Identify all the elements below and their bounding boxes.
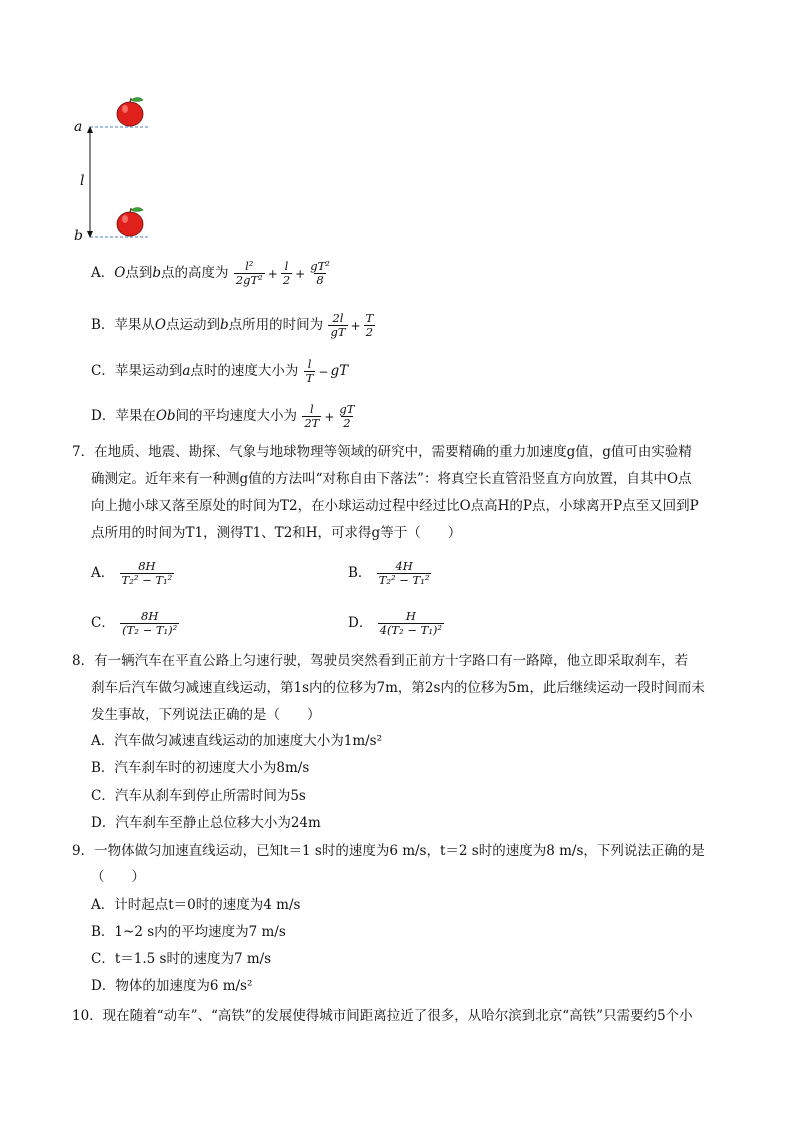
apple-fall-figure <box>70 92 170 244</box>
q9-line-2: （ ） <box>91 869 145 885</box>
q6-option-b: B．苹果从O点运动到b点所用的时间为 $\frac{2l}{gT}$ + $\frac{T}{2}$ <box>91 311 374 339</box>
q7-option-d: D． $\frac{H}{\text{4(T₂ − T₁)²}}$ <box>348 609 443 637</box>
q9-option-c: C．t＝1.5 s时的速度为7 m/s <box>91 951 272 967</box>
q7-line-3: 向上抛小球又落至原处的时间为T2，在小球运动过程中经过比O点高H的P点，小球离开P点至又回到P <box>91 498 699 514</box>
label-l: l <box>80 173 85 189</box>
q10-line-1: 10．现在随着“动车”、“高铁”的发展使得城市间距离拉近了很多，从哈尔滨到北京“高铁”只需要约5个小 <box>72 1008 693 1024</box>
label-b: b <box>74 228 83 244</box>
q7-option-b: B． $\frac{4H}{\text{T₂² − T₁²}}$ <box>348 559 430 587</box>
q8-line-1: 8．有一辆汽车在平直公路上匀速行驶，驾驶员突然看到正前方十字路口有一路障，他立即采取刹车，若 <box>72 653 689 669</box>
q7-line-1: 7．在地质、地震、勘探、气象与地球物理等领域的研究中，需要精确的重力加速度g值，g值可由实验精 <box>72 444 692 460</box>
q8-option-a: A．汽车做匀减速直线运动的加速度大小为1m/s² <box>91 733 383 749</box>
q9-option-b: B．1~2 s内的平均速度为7 m/s <box>91 924 286 940</box>
q7-line-4: 点所用的时间为T1，测得T1、T2和H，可求得g等于（ ） <box>91 525 462 541</box>
apple-icon <box>117 208 143 237</box>
q7-option-c: C． $\frac{8H}{\text{(T₂ − T₁)²}}$ <box>91 609 178 637</box>
q8-option-d: D．汽车刹车至静止总位移大小为24m <box>91 815 321 831</box>
q8-line-3: 发生事故，下列说法正确的是（ ） <box>91 707 321 723</box>
q8-option-b: B．汽车刹车时的初速度大小为8m/s <box>91 760 310 776</box>
q6-option-d: D．苹果在Ob间的平均速度大小为 $\frac{l}{2T}$ + $\frac{gT}{2}$ <box>91 402 355 430</box>
q6-option-c: C．苹果运动到a点时的速度大小为 $\frac{l}{T}$ − gT <box>91 357 349 385</box>
q8-line-2: 刹车后汽车做匀减速直线运动，第1s内的位移为7m，第2s内的位移为5m，此后继续运动一段时间而未 <box>91 680 705 696</box>
q8-option-c: C．汽车从刹车到停止所需时间为5s <box>91 788 306 804</box>
q6-option-a: A．O点到b点的高度为 $\frac{\text{l²}}{\text{2gT²}}$ + $\frac{l}{2}$ + $\frac{\text{gT²}}{8}$ <box>91 259 330 287</box>
q9-line-1: 9．一物体做匀加速直线运动，已知t＝1 s时的速度为6 m/s，t＝2 s时的速度为8 m/s，下列说法正确的是 <box>72 843 705 859</box>
q7-line-2: 确测定。近年来有一种测g值的方法叫“对称自由下落法”：将真空长直管沿竖直方向放置，自其中O点 <box>91 471 692 487</box>
q9-option-a: A．计时起点t＝0时的速度为4 m/s <box>91 897 301 913</box>
q9-option-d: D．物体的加速度为6 m/s² <box>91 978 253 994</box>
apple-icon <box>117 98 143 127</box>
label-a: a <box>74 119 83 135</box>
q7-option-a: A． $\frac{8H}{\text{T₂² − T₁²}}$ <box>91 559 173 587</box>
